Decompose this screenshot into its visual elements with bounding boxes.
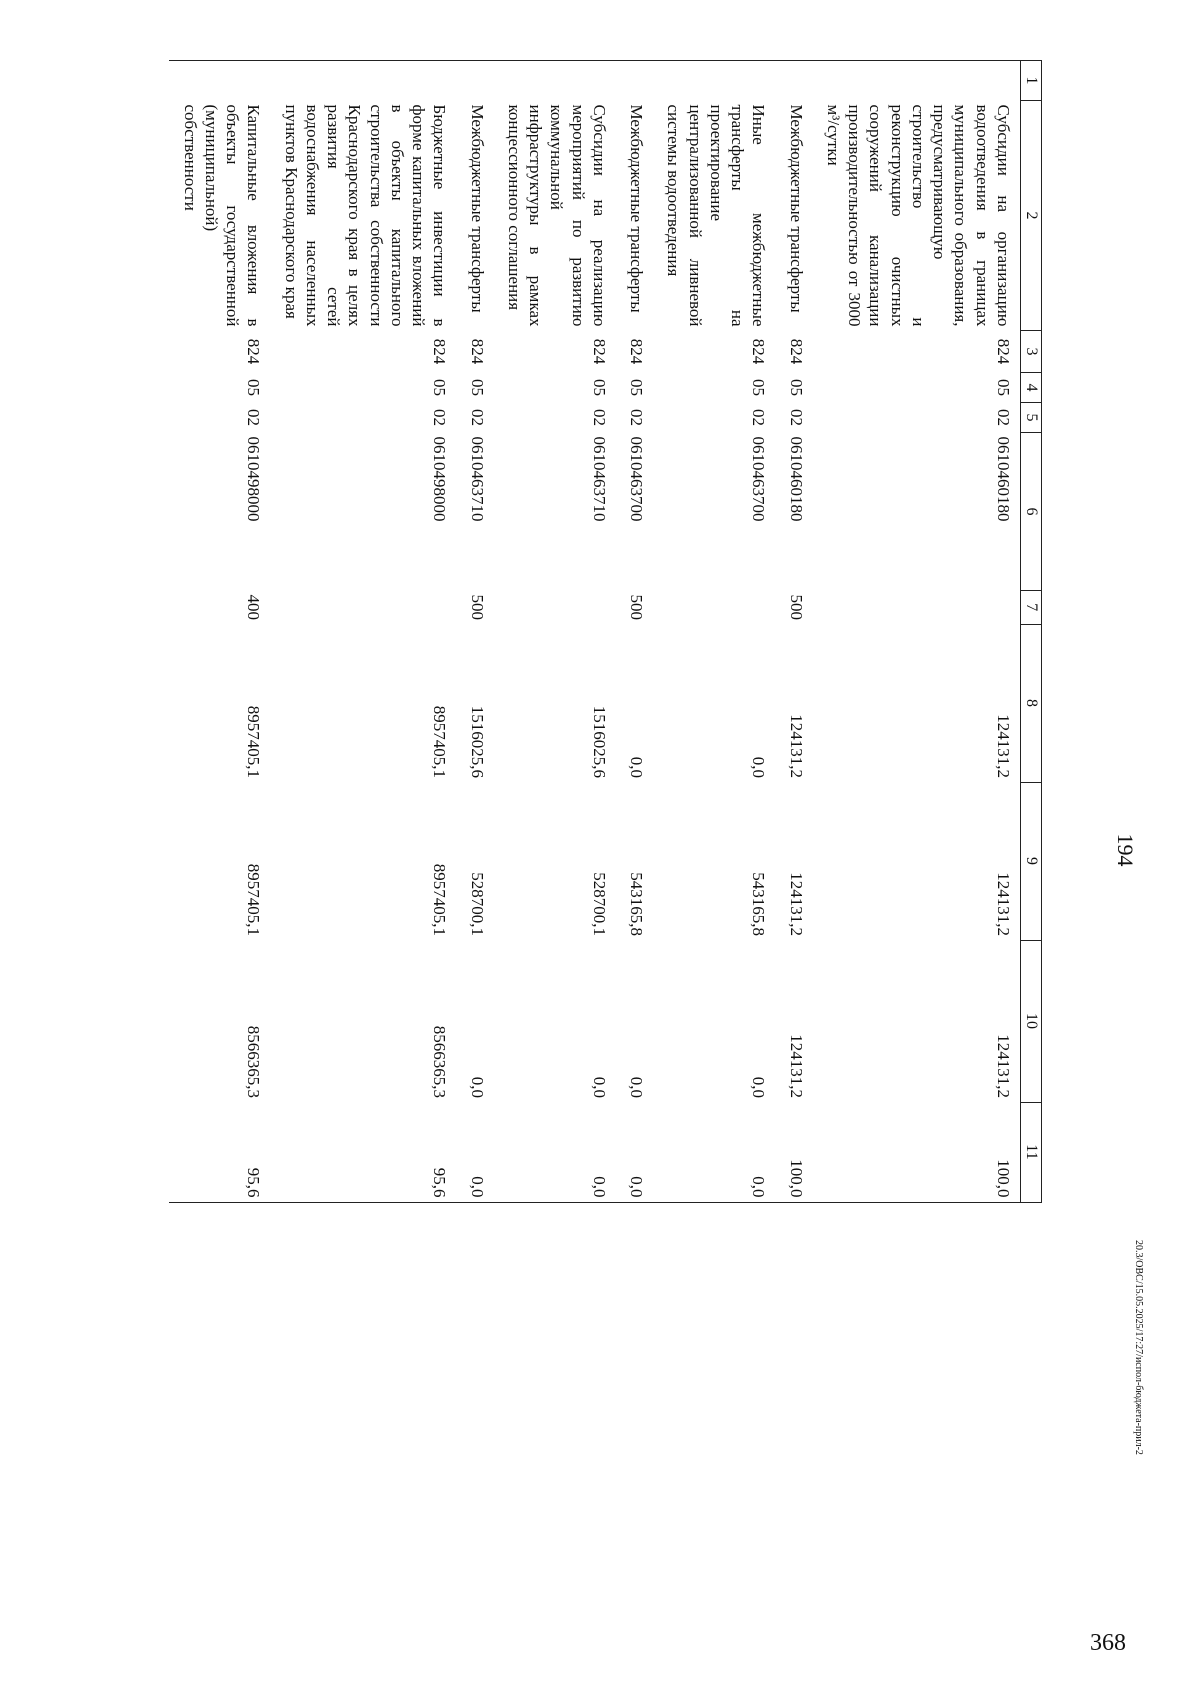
cell-c4: 05 (786, 379, 806, 396)
cell-c9: 528700,1 (590, 872, 609, 936)
cell-c7 (494, 591, 616, 625)
cell-c5: 02 (244, 409, 264, 426)
cell-col1 (653, 61, 775, 101)
cell-c4: 05 (994, 379, 1013, 396)
cell-c9: 124131,2 (994, 872, 1013, 936)
cell-c9: 124131,2 (786, 872, 806, 936)
cell-c3: 824 (627, 338, 647, 365)
cell-c8: 8957405,1 (244, 705, 264, 778)
table-row (776, 61, 813, 1203)
cell-c5: 02 (467, 409, 487, 426)
column-header: 11 (1021, 1102, 1042, 1202)
page-number: 194 (1113, 833, 1138, 867)
row-name: Межбюджетные трансферты (786, 104, 806, 313)
cell-col1 (170, 61, 271, 101)
row-name: Иные межбюджетные трансферты на проектирование централизованной ливневой системы водоотведения (664, 104, 769, 327)
cell-c11: 100,0 (813, 1102, 1021, 1202)
cell-c4: 05 (590, 379, 609, 396)
cell-c10: 0,0 (627, 1076, 647, 1098)
cell-c6: 0610498000 (430, 436, 450, 522)
cell-c6: 0610460180 (786, 436, 806, 522)
column-header: 9 (1021, 782, 1042, 940)
column-header: 5 (1021, 403, 1042, 433)
cell-col1 (494, 61, 616, 101)
footer-page-number: 368 (1090, 1630, 1126, 1656)
cell-c7 (813, 591, 1021, 625)
cell-col1 (813, 61, 1021, 101)
cell-c7 (653, 591, 775, 625)
cell-c11: 95,6 (170, 1102, 271, 1202)
cell-col1 (457, 61, 494, 101)
cell-c4: 05 (467, 379, 487, 396)
row-name: Межбюджетные трансферты (467, 104, 487, 313)
row-name: Капитальные вложения в объекты государственной (муниципальной) собственности (180, 104, 264, 327)
cell-c11: 0,0 (494, 1102, 616, 1202)
cell-c7 (271, 591, 457, 625)
column-header: 1 (1021, 61, 1042, 101)
cell-c7: 500 (786, 594, 806, 620)
cell-c10: 0,0 (749, 1076, 769, 1098)
cell-c8: 124131,2 (786, 714, 806, 778)
cell-c3: 824 (590, 338, 609, 365)
rotated-page (144, 60, 1144, 1640)
cell-c10: 124131,2 (994, 1034, 1013, 1098)
cell-col1 (776, 61, 813, 101)
cell-c10: 8566365,3 (430, 1025, 450, 1098)
cell-c3: 824 (430, 338, 450, 365)
cell-c8: 1516025,6 (590, 705, 609, 778)
cell-c9: 543165,8 (627, 872, 647, 936)
cell-c3: 824 (749, 338, 769, 365)
cell-c6: 0610463710 (467, 436, 487, 522)
column-header: 4 (1021, 373, 1042, 403)
cell-c8: 1516025,6 (467, 705, 487, 778)
cell-c7: 500 (467, 594, 487, 620)
cell-c6: 0610460180 (994, 436, 1013, 522)
cell-c9: 543165,8 (749, 872, 769, 936)
column-header: 7 (1021, 591, 1042, 625)
cell-c11: 100,0 (776, 1102, 813, 1202)
cell-c3: 824 (467, 338, 487, 365)
cell-c10: 0,0 (467, 1076, 487, 1098)
cell-c4: 05 (244, 379, 264, 396)
table-row (813, 61, 1021, 1203)
table-body (170, 61, 1021, 1203)
cell-c8: 0,0 (749, 756, 769, 778)
cell-c8: 0,0 (627, 756, 647, 778)
cell-c6: 0610463700 (627, 436, 647, 522)
cell-c5: 02 (627, 409, 647, 426)
table-row (271, 61, 457, 1203)
cell-c11: 0,0 (457, 1102, 494, 1202)
row-name: Межбюджетные трансферты (627, 104, 647, 313)
cell-c5: 02 (590, 409, 609, 426)
column-header: 8 (1021, 624, 1042, 782)
cell-c9: 8957405,1 (244, 863, 264, 936)
cell-c10: 8566365,3 (244, 1025, 264, 1098)
cell-c6: 0610463710 (590, 436, 609, 522)
row-name: Субсидии на организацию водоотведения в границах муниципального образования, предусматривающую строительство и реконструкцию очистных сооружений канализации производительностью от 3000 м³/сутки (824, 104, 1013, 327)
cell-c11: 0,0 (653, 1102, 775, 1202)
table-row (653, 61, 775, 1203)
cell-col1 (616, 61, 653, 101)
column-header: 2 (1021, 101, 1042, 331)
cell-c4: 05 (430, 379, 450, 396)
cell-c6: 0610498000 (244, 436, 264, 522)
table-row (457, 61, 494, 1203)
cell-c7: 500 (627, 594, 647, 620)
row-name: Субсидии на реализацию мероприятий по развитию коммунальной инфраструктуры в рамках концессионного соглашения (505, 104, 609, 327)
cell-c6: 0610463700 (749, 436, 769, 522)
table-header-row (1021, 61, 1042, 1203)
column-header: 3 (1021, 331, 1042, 373)
cell-c5: 02 (786, 409, 806, 426)
cell-col1 (271, 61, 457, 101)
cell-c3: 824 (786, 338, 806, 365)
column-header: 6 (1021, 433, 1042, 591)
cell-c11: 0,0 (616, 1102, 653, 1202)
cell-c8: 124131,2 (994, 714, 1013, 778)
column-header: 10 (1021, 940, 1042, 1102)
cell-c9: 8957405,1 (430, 863, 450, 936)
cell-c4: 05 (749, 379, 769, 396)
cell-c3: 824 (244, 338, 264, 365)
cell-c10: 124131,2 (786, 1034, 806, 1098)
cell-c11: 95,6 (271, 1102, 457, 1202)
row-name: Бюджетные инвестиции в форме капитальных вложений в объекты капитального строительства собственности Краснодарского края в целях развития сетей водоснабжения населенных пунктов Краснодарского края (281, 104, 450, 327)
table-row (170, 61, 271, 1203)
cell-c5: 02 (749, 409, 769, 426)
table-row (616, 61, 653, 1203)
cell-c5: 02 (994, 409, 1013, 426)
cell-c8: 8957405,1 (430, 705, 450, 778)
cell-c5: 02 (430, 409, 450, 426)
cell-c7: 400 (244, 594, 264, 620)
budget-table (170, 60, 1043, 1203)
cell-c10: 0,0 (590, 1076, 609, 1098)
cell-c4: 05 (627, 379, 647, 396)
cell-c9: 528700,1 (467, 872, 487, 936)
table-row (494, 61, 616, 1203)
cell-c3: 824 (994, 338, 1013, 365)
